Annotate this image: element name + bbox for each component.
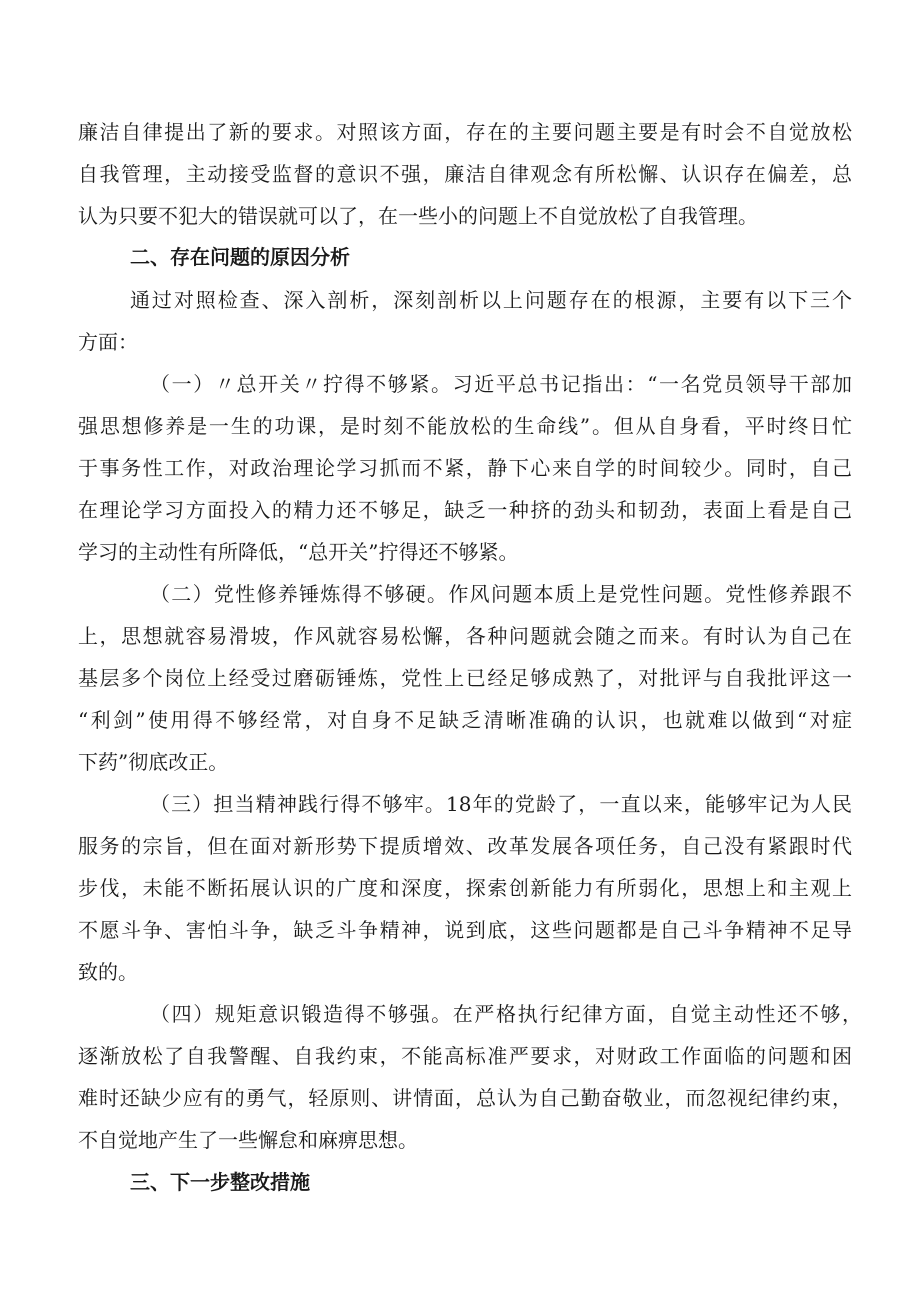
text-line: 上，思想就容易滑坡，作风就容易松懈，各种问题就会随之而来。有时认为自己在	[78, 624, 852, 648]
text-line: 学习的主动性有所降低，“总开关”拧得还不够紧。	[78, 540, 519, 564]
text-line: 服务的宗旨，但在面对新形势下提质增效、改革发展各项任务，自己没有紧跟时代	[78, 834, 852, 858]
section-heading: 三、下一步整改措施	[130, 1170, 310, 1194]
text-line: （四）规矩意识锻造得不够强。在严格执行纪律方面，自觉主动性还不够，	[150, 1002, 862, 1026]
text-line: 不愿斗争、害怕斗争，缺乏斗争精神，说到底，这些问题都是自己斗争精神不足导	[78, 918, 852, 942]
text-line: 自我管理，主动接受监督的意识不强，廉洁自律观念有所松懈、认识存在偏差，总	[78, 162, 852, 186]
text-line: 通过对照检查、深入剖析，深刻剖析以上问题存在的根源，主要有以下三个	[130, 288, 852, 312]
text-line: （三）担当精神践行得不够牢。18年的党龄了，一直以来，能够牢记为人民	[150, 792, 852, 816]
text-line: （一）〃总开关〃拧得不够紧。习近平总书记指出：“一名党员领导干部加	[150, 372, 852, 396]
text-line: 下药”彻底改正。	[78, 750, 229, 774]
text-line: 致的。	[78, 960, 138, 984]
text-line: 于事务性工作，对政治理论学习抓而不紧，静下心来自学的时间较少。同时，自己	[78, 456, 852, 480]
text-line: 认为只要不犯大的错误就可以了，在一些小的问题上不自觉放松了自我管理。	[78, 204, 758, 228]
text-line: 步伐，未能不断拓展认识的广度和深度，探索创新能力有所弱化，思想上和主观上	[78, 876, 852, 900]
text-line: “利剑”使用得不够经常，对自身不足缺乏清晰准确的认识，也就难以做到“对症	[78, 708, 852, 732]
section-heading: 二、存在问题的原因分析	[130, 245, 350, 269]
text-line: 强思想修养是一生的功课，是时刻不能放松的生命线”。但从自身看，平时终日忙	[78, 414, 852, 438]
text-line: 难时还缺少应有的勇气，轻原则、讲情面，总认为自己勤奋敬业，而忽视纪律约束，	[78, 1086, 852, 1110]
text-line: 廉洁自律提出了新的要求。对照该方面，存在的主要问题主要是有时会不自觉放松	[78, 120, 852, 144]
text-line: 逐渐放松了自我警醒、自我约束，不能高标准严要求，对财政工作面临的问题和困	[78, 1044, 852, 1068]
text-line: （二）党性修养锤炼得不够硬。作风问题本质上是党性问题。党性修养跟不	[150, 582, 852, 606]
text-line: 基层多个岗位上经受过磨砺锤炼，党性上已经足够成熟了，对批评与自我批评这一	[78, 666, 852, 690]
text-line: 在理论学习方面投入的精力还不够足，缺乏一种挤的劲头和韧劲，表面上看是自己	[78, 498, 852, 522]
text-line: 方面：	[78, 330, 138, 354]
text-line: 不自觉地产生了一些懈怠和麻痹思想。	[78, 1128, 418, 1152]
